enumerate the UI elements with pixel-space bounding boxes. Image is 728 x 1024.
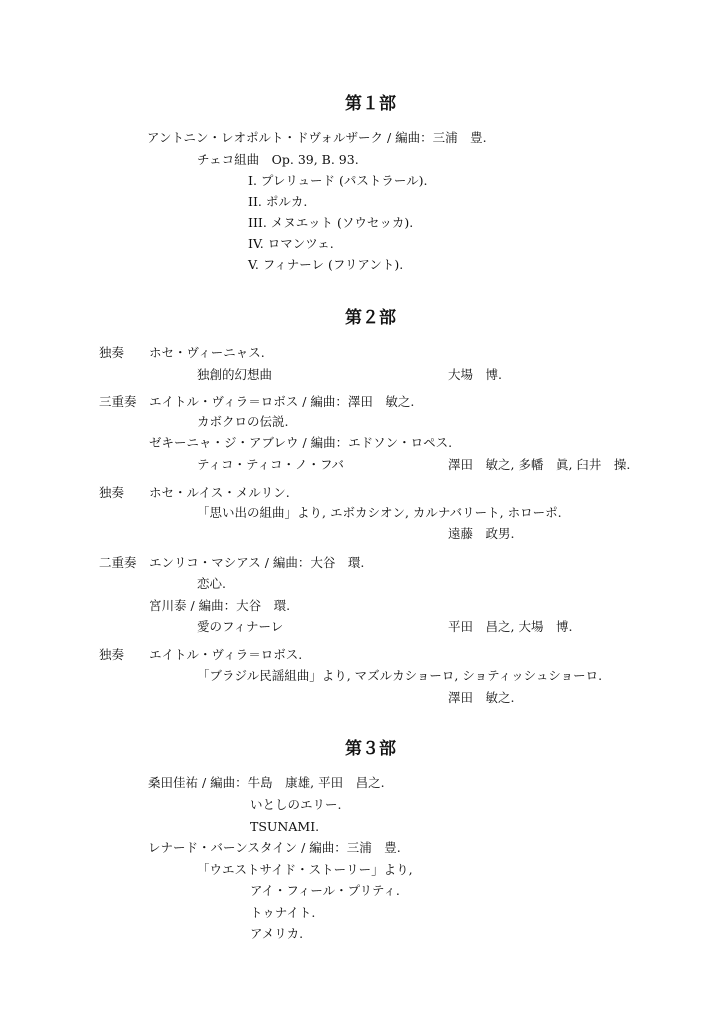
performance-label: 独奏 bbox=[99, 647, 125, 662]
part2-performer: 大場 博. bbox=[448, 367, 502, 382]
part2-piece: 独創的幻想曲 bbox=[197, 367, 273, 382]
performance-label: 独奏 bbox=[99, 485, 125, 500]
performance-label: 独奏 bbox=[99, 345, 125, 360]
part2-piece: カボクロの伝説. bbox=[197, 414, 289, 429]
part2-performer: 澤田 敏之, 多幡 眞, 臼井 操. bbox=[448, 457, 631, 472]
part3-piece: トゥナイト. bbox=[250, 905, 316, 920]
part2-composer: ホセ・ヴィーニャス. bbox=[149, 345, 265, 360]
part3-composer: レナード・バーンスタイン / 編曲：三浦 豊. bbox=[148, 840, 401, 855]
part1-movement: II. ポルカ. bbox=[248, 194, 308, 209]
part3-work: 「ウエストサイド・ストーリー」より, bbox=[197, 862, 413, 877]
performance-label: 三重奏 bbox=[99, 394, 137, 409]
part3-piece: TSUNAMI. bbox=[250, 819, 320, 834]
part3-piece: アメリカ. bbox=[250, 926, 304, 941]
part1-movement: III. メヌエット (ソウセッカ). bbox=[248, 215, 414, 230]
part3-heading: 第３部 bbox=[345, 739, 396, 759]
part1-movement: IV. ロマンツェ. bbox=[248, 236, 334, 251]
part1-work: チェコ組曲 Op. 39, B. 93. bbox=[197, 152, 359, 167]
part2-composer: 宮川泰 / 編曲：大谷 環. bbox=[149, 598, 291, 613]
part2-performer: 遠藤 政男. bbox=[448, 526, 515, 541]
performance-label: 二重奏 bbox=[99, 555, 137, 570]
part2-piece: 愛のフィナーレ bbox=[197, 619, 284, 634]
part2-performer: 平田 昌之, 大場 博. bbox=[448, 619, 573, 634]
part2-performer: 澤田 敏之. bbox=[448, 690, 515, 705]
part2-piece: 「思い出の組曲」より, エボカシオン, カルナバリート, ホローポ. bbox=[197, 505, 562, 520]
part1-movement: I. プレリュード (パストラール). bbox=[248, 173, 428, 188]
part2-piece: ティコ・ティコ・ノ・フバ bbox=[197, 457, 345, 472]
part3-composer: 桑田佳祐 / 編曲：牛島 康雄, 平田 昌之. bbox=[148, 775, 385, 790]
part2-composer: エイトル・ヴィラ＝ロボス / 編曲：澤田 敏之. bbox=[149, 394, 415, 409]
part2-composer: エンリコ・マシアス / 編曲：大谷 環. bbox=[149, 555, 365, 570]
part1-heading: 第１部 bbox=[345, 94, 396, 114]
part3-piece: いとしのエリー. bbox=[250, 797, 342, 812]
part2-composer: ゼキーニャ・ジ・アブレウ / 編曲：エドソン・ロペス. bbox=[149, 435, 453, 450]
part1-composer: アントニン・レオポルト・ドヴォルザーク / 編曲：三浦 豊. bbox=[147, 130, 487, 145]
part2-piece: 恋心. bbox=[197, 576, 226, 591]
part2-heading: 第２部 bbox=[345, 308, 396, 328]
part1-movement: V. フィナーレ (フリアント). bbox=[248, 257, 404, 272]
part2-composer: ホセ・ルイス・メルリン. bbox=[149, 485, 290, 500]
part3-piece: アイ・フィール・プリティ. bbox=[250, 883, 400, 898]
part2-composer: エイトル・ヴィラ＝ロボス. bbox=[149, 647, 303, 662]
part2-piece: 「ブラジル民謡組曲」より, マズルカショーロ, ショティッシュショーロ. bbox=[197, 668, 603, 683]
